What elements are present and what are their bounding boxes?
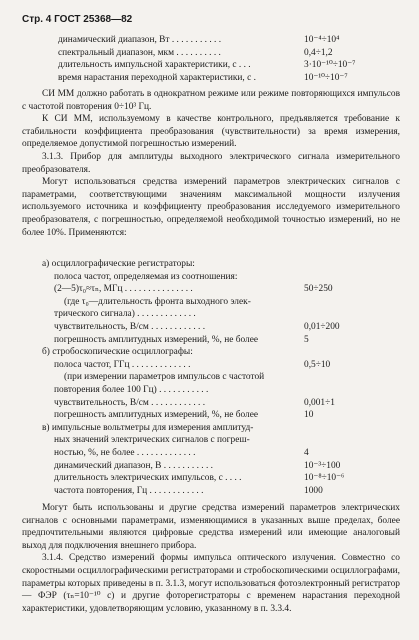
list-item: (при измерении параметров импульсов с частотой: [64, 372, 265, 383]
list-item: б) стробоскопические осциллографы:: [42, 347, 193, 358]
list-item: погрешность амплитудных измерений, %, не более 5: [54, 334, 309, 345]
list-item: чувствительность, В/см . . . . . . . . . . . . 0,01÷200: [54, 321, 340, 332]
top-params: [22, 34, 400, 84]
paragraph-2: К СИ ММ, используемому в качестве контрольного, предъявляется требование к стабильности коэффициента преобразования (чувствительности) за время измерения, определяемое допустимой погрешностью измерений.: [22, 114, 400, 150]
list-item: полоса частот, определяемая из соотношения:: [54, 271, 238, 282]
list-item: а) осциллографические регистраторы:: [42, 259, 195, 269]
list-item: (2—5)τ₀≈τₙ, МГц . . . . . . . . . . . . . . . 50÷250: [54, 284, 333, 295]
list-item: частота повторения, Гц . . . . . . . . . . . . 1000: [54, 485, 323, 496]
instrument-list: [22, 258, 400, 497]
paragraph-3: 3.1.3. Прибор для амплитуды выходного электрического сигнала измерительного преобразователя.: [22, 151, 400, 175]
list-item: в) импульсные вольтметры для измерения амплитуд-: [42, 422, 254, 433]
list-item: погрешность амплитудных измерений, %, не более 10: [54, 410, 314, 421]
list-item: трического сигнала) . . . . . . . . . . . . .: [54, 309, 196, 320]
paragraph-1: СИ ММ должно работать в однократном режиме или режиме повторяющихся импульсов с частотой повторения 0÷10³ Гц.: [22, 89, 400, 112]
paragraph-6: 3.1.4. Средство измерений формы импульса оптического излучения. Совместно со скоростными осциллографическими регистраторами и стробоскопическими осциллографами, параметры которых приведены в п. 3.1.3, могут использоваться фотоэлектронный регистратор — ФЭР (τₙ=10⁻¹⁰ с) и другие фоторегистраторы с временем нарастания переходной характеристики, удовлетворяющим условию, указанному в п. 3.3.4.: [22, 553, 400, 614]
paragraph-4: Могут использоваться средства измерений параметров электрических сигналов с параметрами, соответствующими значениям максимальной мощности излучения используемого источника и коэффициенту преобразования исследуемого измерительного преобразователя, с погрешностью, определяемой необходимой точностью измерений, но не более 10%. Применяются:: [22, 177, 400, 238]
list-item: длительность электрических импульсов, с . . . . 10⁻⁸÷10⁻⁶: [54, 473, 345, 484]
list-item: ных значений электрических сигналов с погреш-: [54, 435, 250, 446]
list-item: ностью, %, не более . . . . . . . . . . . . . 4: [54, 447, 309, 458]
list-item: динамический диапазон, В . . . . . . . . . . . 10⁻³÷100: [54, 460, 341, 471]
list-item: повторения более 100 Гц) . . . . . . . . . . .: [54, 384, 209, 395]
list-item: (где τ₀—длительность фронта выходного элек-: [64, 296, 251, 307]
list-item: чувствительность, В/см . . . . . . . . . . . . 0,001÷1: [54, 397, 335, 408]
param-row: длительность импульсной характеристики, с . . . 3·10⁻¹⁰÷10⁻⁷: [58, 60, 356, 71]
body-lower: [22, 502, 400, 615]
page-header: Стр. 4 ГОСТ 25368—82: [22, 14, 133, 25]
param-row: динамический диапазон, Вт . . . . . . . . . . . 10⁻⁴÷10⁴: [58, 35, 340, 45]
body-upper: [22, 88, 400, 239]
param-row: время нарастания переходной характеристики, с . 10⁻¹⁰÷10⁻⁷: [58, 72, 348, 83]
list-item: полоса частот, ГГц . . . . . . . . . . . . . 0,5÷10: [54, 359, 331, 370]
param-row: спектральный диапазон, мкм . . . . . . . . . . 0,4÷1,2: [58, 47, 333, 58]
paragraph-5: Могут быть использованы и другие средства измерений параметров электрических сигналов с основными параметрами, изменяющимися в указанных выше пределах, более предпочтительными являются цифровые средства измерений или имеющие аналоговый выход для подключения внешнего прибора.: [22, 503, 400, 551]
